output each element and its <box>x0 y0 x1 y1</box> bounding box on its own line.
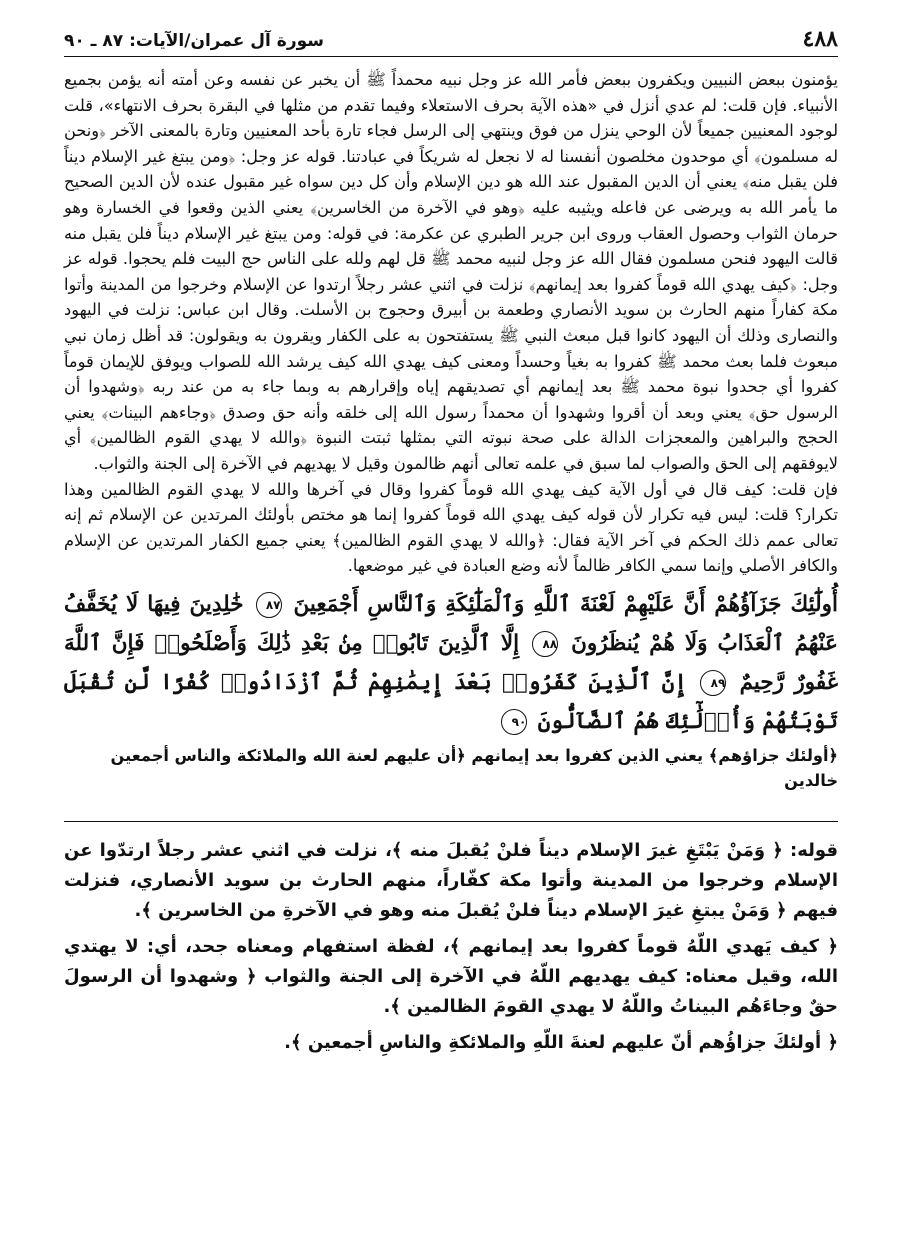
commentary-continuation: ﴿أولئك جزاؤهم﴾ يعني الذين كفروا بعد إيمانهم ﴿أن عليهم لعنة الله والملائكة والناس أجمعين خالدين <box>110 745 838 790</box>
ayah-text: أُولَٰٓئِكَ جَزَآؤُهُمْ أَنَّ عَلَيْهِمْ لَعْنَةَ ٱللَّهِ وَٱلْمَلَٰٓئِكَةِ وَٱلنَّاسِ أَجْمَعِينَ <box>293 591 838 617</box>
commentary-paragraph: يؤمنون ببعض النبيين ويكفرون ببعض فأمر الله عز وجل نبيه محمداً ﷺ أن يخبر عن نفسه وعن أمته أنه يؤمن بجميع الأنبياء. فإن قلت: لم عدي أنزل في «هذه الآية بحرف الاستعلاء وفيما تقدم من مثلها في البقرة بحرف الانتهاء»، قلت لوجود المعنيين جميعاً لأن الوحي ينزل من فوق وينتهي إلى الرسل فجاء تارة بأحد المعنيين وتارة بالمعنى الآخر ﴿ونحن له مسلمون﴾ أي موحدون مخلصون أنفسنا له لا نجعل له شريكاً في عبادتنا. قوله عز وجل: ﴿ومن يبتغ غير الإسلام ديناً فلن يقبل منه﴾ يعني أن الدين المقبول عند الله هو دين الإسلام وأن كل دين سواه غير مقبول عنده لأن الدين الصحيح ما يأمر الله به ويرضى عن فاعله ويثيبه عليه ﴿وهو في الآخرة من الخاسرين﴾ يعني الذين وقعوا في الخسارة وهو حرمان الثواب وحصول العقاب وروى ابن جرير الطبري عن عكرمة: في قوله: ومن يبتغ غير الإسلام ديناً فلن يقبل منه قالت اليهود فنحن مسلمون فقال الله عز وجل لنبيه محمد ﷺ قل لهم ولله على الناس حج البيت فلم يحجوا. قوله عز وجل: ﴿كيف يهدي الله قوماً كفروا بعد إيمانهم﴾ نزلت في اثني عشر رجلاً ارتدوا عن الإسلام وخرجوا من المدينة وأتوا مكة كفاراً منهم الحارث بن سويد الأنصاري وطعمة بن أبيرق وحجوج بن الأسلت. وقال ابن عباس: نزلت في اليهود والنصارى وذلك أن اليهود كانوا قبل مبعث النبي ﷺ يستفتحون به على الكفار ويقرون به ويقولون: قد أظل زمان نبي مبعوث فلما بعث محمد ﷺ كفروا به بغياً وحسداً ومعنى كيف يهدي الله كيف يرشد الله للصواب ويوفق للإيمان قوماً كفروا أي جحدوا نبوة محمد ﷺ بعد إيمانهم أي تصديقهم إياه وإقرارهم به وبما جاء به من عند ربه ﴿وشهدوا أن الرسول حق﴾ يعني وبعد أن أقروا وشهدوا أن محمداً رسول الله إلى خلقه وأنه حق وصدق ﴿وجاءهم البينات﴾ يعني الحجج والبراهين والمعجزات الدالة على صحة نبوته التي بمثلها ثبتت النبوة ﴿والله لا يهدي القوم الظالمين﴾ أي لايوفقهم إلى الحق والصواب لما سبق في علمه تعالى أنهم ظالمون وقيل لا يهديهم في الآخرة إلى الجنة والثواب. <box>64 70 838 473</box>
commentary-body <box>64 67 838 579</box>
quran-verses <box>64 585 838 741</box>
footnote-paragraph: قوله: ﴿ وَمَنْ يَبْتَغِ غيرَ الإسلام ديناً فلنْ يُقبلَ منه ﴾، نزلت في اثني عشر رجلاً ارتدّوا عن الإسلام وخرجوا من المدينة وأتوا مكة كفّاراً، منهم الحارث بن سويد الأنصاري، فنزلت فيهم ﴿ وَمَنْ يبتغِ غيرَ الإسلام ديناً فلنْ يُقبلَ منه وهو في الآخرةِ من الخاسرين ﴾. <box>64 839 838 921</box>
ayah-number-marker: ٨٨ <box>532 631 558 657</box>
ayah-number-marker: ٨٩ <box>700 670 726 696</box>
footnotes <box>64 836 838 1058</box>
ayah-number-marker: ٩٠ <box>501 709 527 735</box>
page-header <box>64 26 838 57</box>
ayah-text: إِنَّ ٱلَّذِينَ كَفَرُوا۟ بَعْدَ إِيمَٰنِهِمْ ثُمَّ ٱزْدَادُوا۟ كُفْرًا لَّن تُقْبَلَ تَوْبَتُهُمْ وَأُو۟لَٰٓئِكَ هُمُ ٱلضَّآلُّونَ <box>64 669 838 734</box>
footnote-paragraph: ﴿ أولئكَ جزاؤُهم أنّ عليهم لعنةَ اللّهِ والملائكةِ والناسِ أجمعين ﴾. <box>284 1031 838 1053</box>
ayah-number-marker: ٨٧ <box>256 592 282 618</box>
commentary-paragraph: فإن قلت: كيف قال في أول الآية كيف يهدي الله قوماً كفروا وقال في آخرها والله لا يهدي القوم الظالمين وهذا تكرار؟ قلت: ليس فيه تكرار لأن قوله كيف يهدي الله قوماً كفروا إنما هو مختص بأولئك المرتدين عن الإسلام ثم إنه تعالى عمم ذلك الحكم في آخر الآية فقال: ﴿والله لا يهدي القوم الظالمين﴾ يعني جميع الكفار المرتدين عن الإسلام والكافر الأصلي وإنما سمي الكافر ظالماً لأنه وضع العبادة في غير موضعها. <box>64 479 838 576</box>
footnote-paragraph: ﴿ كيف يَهدي اللّهُ قوماً كفروا بعد إيمانهم ﴾، لفظة استفهام ومعناه جحد، أي: لا يهتدي الله، وقيل معناه: كيف يهديهم اللّهُ في الآخرة إلى الجنة والثواب ﴿ وشهدوا أن الرسولَ حقٌ وجاءَهُم البيناتُ واللّهُ لا يهدي القومَ الظالمين ﴾. <box>64 935 838 1017</box>
footnote-divider <box>64 821 838 822</box>
page-number: ٤٨٨ <box>802 26 838 52</box>
ayah-text: خَٰلِدِينَ فِيهَا لَا يُخَفَّفُ عَنْهُمُ ٱلْعَذَابُ وَلَا هُمْ يُنظَرُونَ <box>64 591 838 656</box>
ayah-text: إِلَّا ٱلَّذِينَ تَابُوا۟ مِنۢ بَعْدِ ذَٰلِكَ وَأَصْلَحُوا۟ فَإِنَّ ٱللَّهَ غَفُورٌ رَّحِيمٌ <box>64 630 838 695</box>
running-head: سورة آل عمران/الآيات: ٨٧ ـ ٩٠ <box>64 31 324 51</box>
